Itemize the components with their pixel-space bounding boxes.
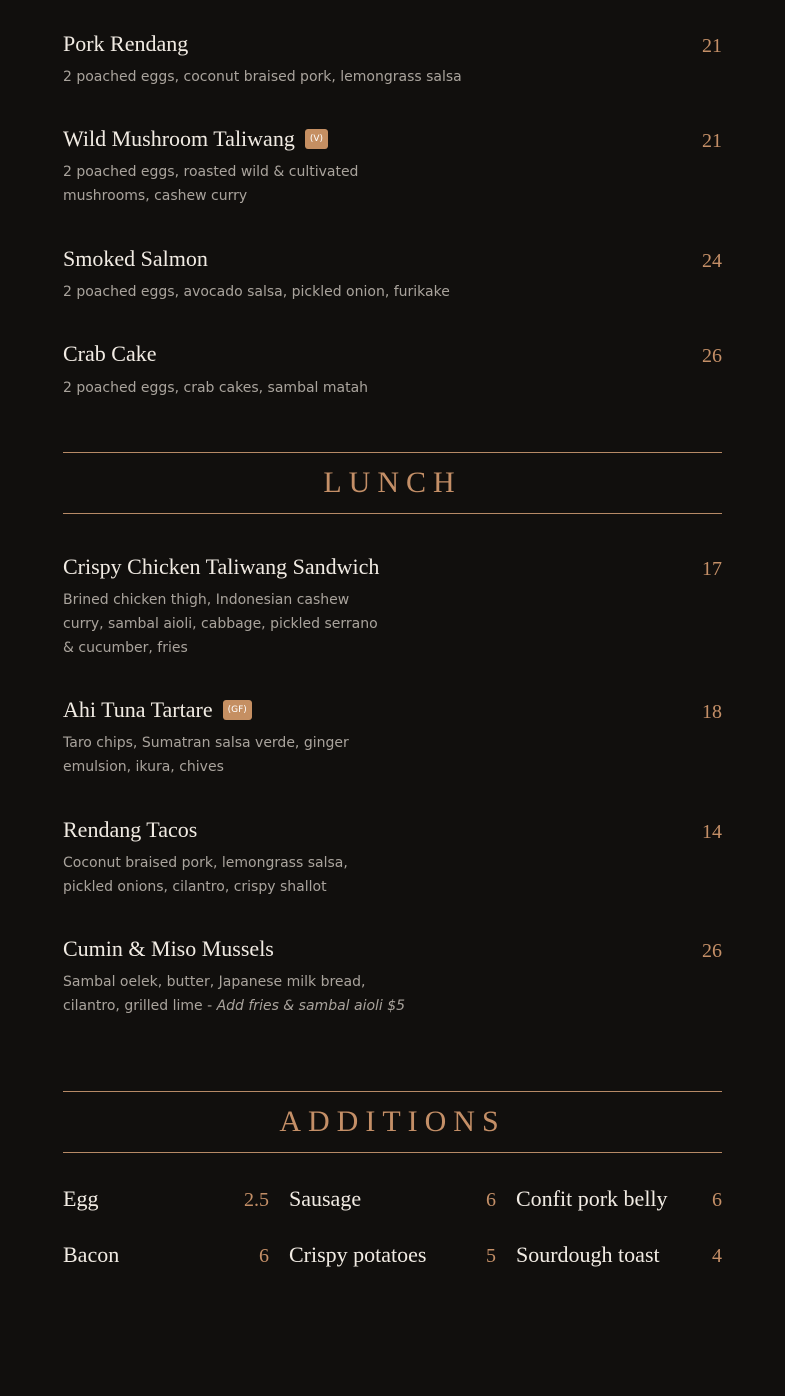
item-addon-note: Add fries & sambal aioli $5: [216, 998, 406, 1014]
item-price: 18: [702, 701, 722, 723]
addition-price: 2.5: [244, 1189, 269, 1211]
gluten-free-badge: (GF): [223, 700, 252, 720]
item-description: Brined chicken thigh, Indonesian cashew curry, sambal aioli, cabbage, pickled serrano & cucumber, fries: [63, 592, 378, 656]
item-name: Ahi Tuna Tartare (GF): [63, 696, 252, 724]
item-description: 2 poached eggs, crab cakes, sambal matah: [63, 380, 369, 396]
addition-item: [516, 1242, 722, 1274]
item-description: 2 poached eggs, coconut braised pork, lemongrass salsa: [63, 69, 462, 85]
item-price: 26: [702, 345, 722, 367]
item-name: Crispy Chicken Taliwang Sandwich: [63, 554, 380, 579]
menu-item: [63, 696, 722, 779]
item-name: Crab Cake: [63, 341, 157, 366]
item-name: Pork Rendang: [63, 31, 189, 56]
addition-item: [63, 1242, 269, 1274]
addition-item: [289, 1242, 496, 1274]
addition-name: Confit pork belly: [516, 1186, 668, 1211]
menu-item: [63, 816, 722, 899]
addition-item: [63, 1186, 269, 1218]
item-description: 2 poached eggs, avocado salsa, pickled onion, furikake: [63, 284, 450, 300]
item-price: 26: [702, 940, 722, 962]
item-name: Wild Mushroom Taliwang (V): [63, 125, 328, 153]
lunch-section-header: [63, 452, 722, 514]
item-description: Coconut braised pork, lemongrass salsa, pickled onions, cilantro, crispy shallot: [63, 855, 348, 895]
item-name: Cumin & Miso Mussels: [63, 936, 274, 961]
additions-section-header: [63, 1091, 722, 1153]
vegan-badge: (V): [305, 129, 328, 149]
menu-item: [63, 125, 722, 208]
addition-price: 6: [259, 1245, 269, 1267]
menu-item: [63, 245, 722, 304]
section-title: LUNCH: [323, 466, 462, 499]
menu-item: [63, 340, 722, 400]
menu-item: [63, 935, 722, 1018]
menu-item: [63, 553, 722, 660]
addition-price: 6: [486, 1189, 496, 1211]
section-title: ADDITIONS: [279, 1105, 506, 1138]
item-name: Rendang Tacos: [63, 817, 198, 842]
additions-grid: [63, 1186, 722, 1274]
addition-price: 6: [712, 1189, 722, 1211]
addition-name: Crispy potatoes: [289, 1242, 427, 1267]
addition-item: [289, 1186, 496, 1218]
addition-price: 5: [486, 1245, 496, 1267]
addition-price: 4: [712, 1245, 722, 1267]
item-price: 21: [702, 35, 722, 57]
addition-item: [516, 1186, 722, 1218]
item-description: Taro chips, Sumatran salsa verde, ginger emulsion, ikura, chives: [63, 735, 349, 775]
addition-name: Egg: [63, 1186, 99, 1211]
item-description: 2 poached eggs, roasted wild & cultivated mushrooms, cashew curry: [63, 164, 359, 204]
item-name: Smoked Salmon: [63, 246, 208, 271]
item-price: 21: [702, 130, 722, 152]
addition-name: Bacon: [63, 1242, 120, 1267]
addition-name: Sausage: [289, 1186, 362, 1211]
item-price: 17: [702, 558, 722, 580]
menu-item: [63, 30, 722, 89]
item-price: 14: [702, 821, 722, 843]
item-description: Sambal oelek, butter, Japanese milk bread, cilantro, grilled lime - Add fries & sambal aioli $5: [63, 974, 406, 1014]
addition-name: Sourdough toast: [516, 1242, 660, 1267]
item-price: 24: [702, 250, 722, 272]
